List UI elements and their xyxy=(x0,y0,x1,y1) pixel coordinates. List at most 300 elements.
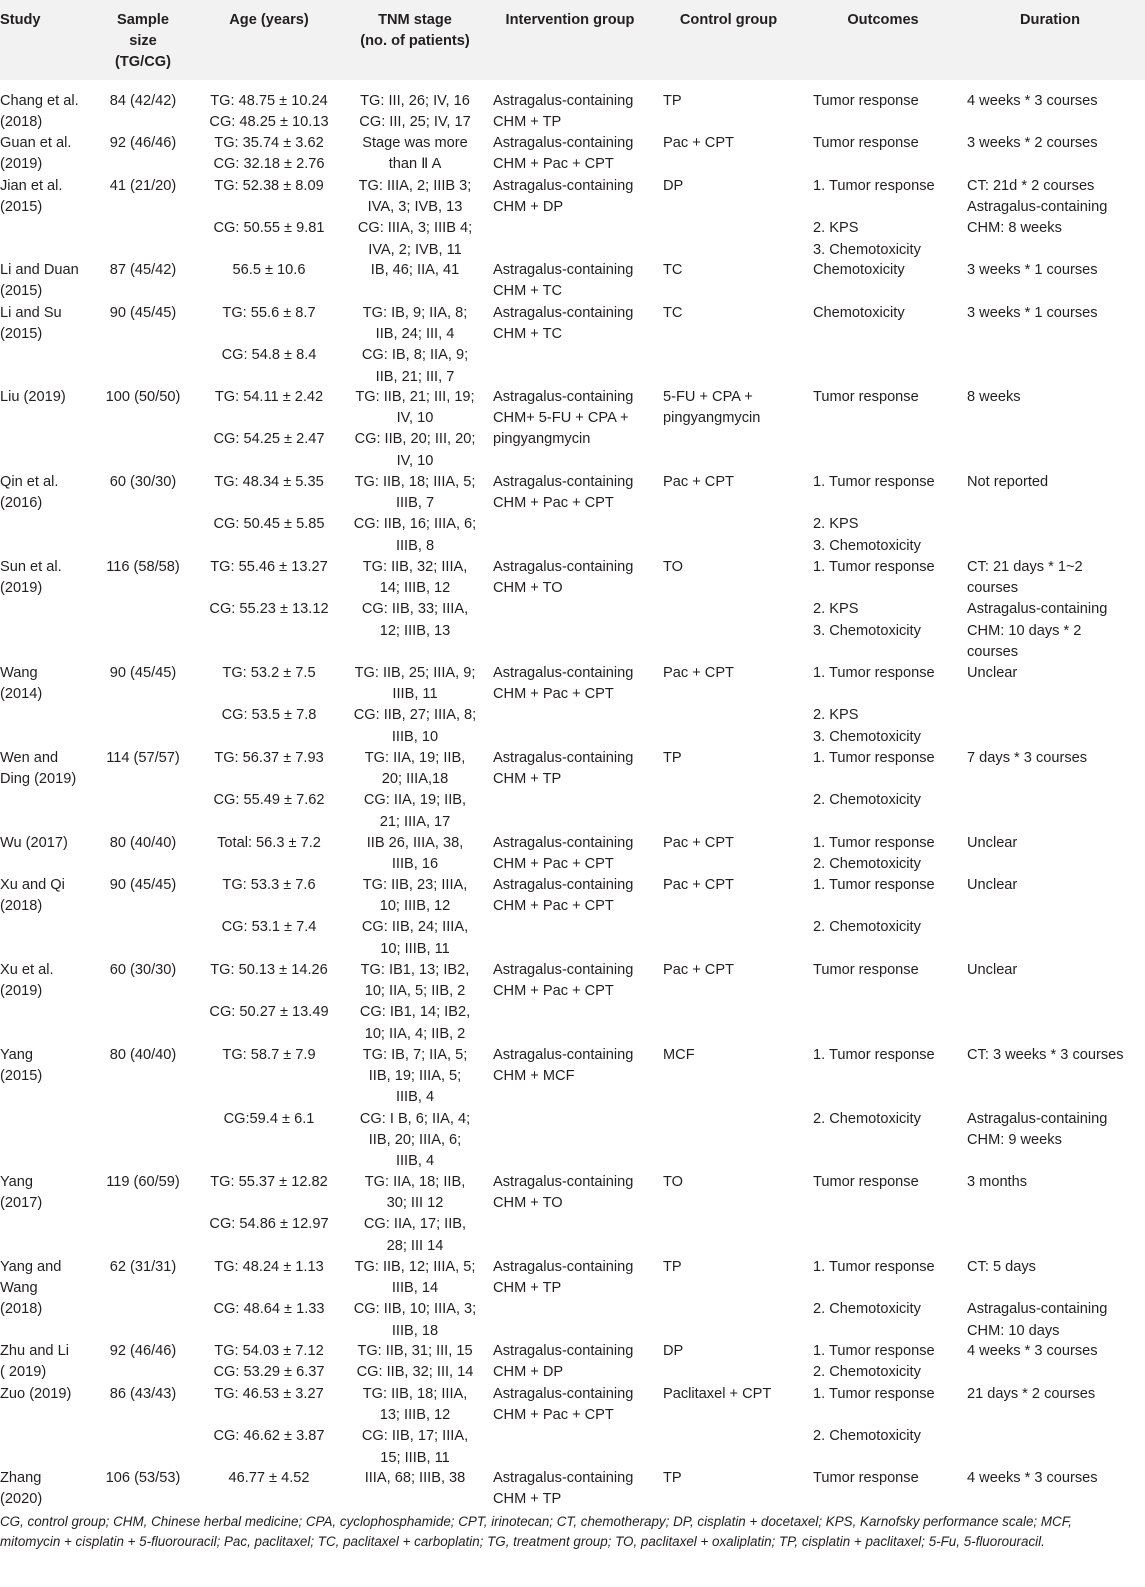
outcomes-cell-line: 1. Tumor response xyxy=(813,1386,935,1402)
age-tg-cell xyxy=(206,1257,332,1278)
outcomes-cell xyxy=(813,1384,935,1448)
intervention-cell-line: Astragalus-containing xyxy=(493,389,634,405)
control-cell xyxy=(663,875,734,896)
age-tg-cell-line: Total: 56.3 ± 7.2 xyxy=(217,835,321,851)
age-cg-cell xyxy=(206,1002,332,1023)
study-cell xyxy=(0,557,62,599)
outcomes-cell-line: 2. Chemotoxicity xyxy=(813,1428,921,1445)
tnm-tg-cell-line: TG: IB1, 13; IB2, xyxy=(360,962,470,978)
duration-cell-line: CHM: 10 days xyxy=(967,1322,1060,1339)
age-cg-cell-line: CG: 32.18 ± 2.76 xyxy=(213,156,325,173)
outcomes-cell-line: 1. Tumor response xyxy=(813,559,935,575)
tnm-cg-cell-line: IIIB, 8 xyxy=(395,537,435,554)
age-cg-cell xyxy=(206,1299,332,1320)
control-cell-line: Paclitaxel + CPT xyxy=(663,1386,772,1402)
outcomes-cell-line xyxy=(813,684,935,705)
tnm-tg-cell xyxy=(343,557,487,599)
control-cell-line: Pac + CPT xyxy=(663,962,734,978)
outcomes-cell xyxy=(813,833,935,875)
tnm-cg-cell-line: CG: IIB, 24; IIIA, xyxy=(361,919,469,936)
age-tg-cell-line: TG: 54.03 ± 7.12 xyxy=(214,1343,324,1359)
age-tg-cell-line: TG: 58.7 ± 7.9 xyxy=(222,1047,316,1063)
tnm-cg-cell-line: IIB, 21; III, 7 xyxy=(375,368,455,385)
outcomes-cell-line: 3. Chemotoxicity xyxy=(813,537,921,554)
intervention-cell-line: Astragalus-containing xyxy=(493,262,634,278)
duration-cell xyxy=(967,960,1017,981)
tnm-tg-cell xyxy=(343,748,487,790)
tnm-tg-cell xyxy=(343,1257,487,1299)
intervention-cell xyxy=(493,1384,633,1426)
control-cell xyxy=(663,472,734,493)
sample-size-cell xyxy=(93,1341,193,1362)
study-cell xyxy=(0,1172,42,1214)
sample-size-cell xyxy=(93,748,193,769)
control-cell-line: TO xyxy=(663,559,684,575)
duration-cell-line: Unclear xyxy=(967,962,1018,978)
age-cg-cell-line: CG: 53.5 ± 7.8 xyxy=(221,707,317,724)
outcomes-cell-line xyxy=(813,578,935,599)
outcomes-cell-line xyxy=(813,1278,935,1299)
outcomes-cell xyxy=(813,557,935,642)
duration-cell-line: courses xyxy=(967,643,1019,660)
intervention-cell-line: CHM + Pac + CPT xyxy=(493,686,614,703)
age-cg-cell-line: CG: 53.29 ± 6.37 xyxy=(213,1364,325,1381)
sample-size-cell-line: 114 (57/57) xyxy=(106,750,180,766)
outcomes-cell-line: 1. Tumor response xyxy=(813,877,935,893)
control-cell-line: TO xyxy=(663,1174,684,1190)
tnm-cg-cell-line: 12; IIIB, 13 xyxy=(379,622,451,639)
duration-cell-line: 21 days * 2 courses xyxy=(967,1386,1096,1402)
tnm-tg-cell xyxy=(343,1384,487,1426)
duration-cell xyxy=(967,1257,1107,1342)
study-cell-line: Guan et al. xyxy=(0,135,72,151)
tnm-tg-cell-line: 10; IIA, 5; IIB, 2 xyxy=(364,983,466,1000)
study-cell-line: (2015) xyxy=(0,283,43,300)
study-cell-line: Yang and xyxy=(0,1259,62,1275)
study-cell xyxy=(0,260,79,302)
tnm-tg-cell xyxy=(343,1468,487,1489)
duration-cell-line: CT: 3 weeks * 3 courses xyxy=(967,1047,1124,1063)
header-control: Control group xyxy=(679,12,778,28)
tnm-cg-cell-line: CG: IIB, 20; III, 20; xyxy=(354,431,476,448)
control-cell xyxy=(663,663,734,684)
intervention-cell xyxy=(493,833,633,875)
tnm-cg-cell-line: IIIB, 4 xyxy=(395,1152,435,1169)
duration-cell xyxy=(967,1384,1095,1405)
study-cell-line: Yang xyxy=(0,1174,33,1190)
tnm-cg-cell xyxy=(343,429,487,471)
intervention-cell-line: Astragalus-containing xyxy=(493,962,634,978)
outcomes-cell xyxy=(813,303,905,324)
age-cg-cell-line: CG: 50.45 ± 5.85 xyxy=(213,516,325,533)
outcomes-cell xyxy=(813,1341,935,1383)
intervention-cell-line: CHM + Pac + CPT xyxy=(493,156,614,173)
outcomes-cell-line: 1. Tumor response xyxy=(813,665,935,681)
tnm-tg-cell xyxy=(343,1341,487,1362)
age-tg-cell-line: TG: 46.53 ± 3.27 xyxy=(214,1386,324,1402)
sample-size-cell-line: 62 (31/31) xyxy=(109,1259,177,1275)
outcomes-cell xyxy=(813,875,935,939)
tnm-cg-cell-line: IVA, 2; IVB, 11 xyxy=(368,241,462,258)
control-cell-line: Pac + CPT xyxy=(663,135,734,151)
outcomes-cell-line xyxy=(813,1405,935,1426)
age-cg-cell xyxy=(206,1426,332,1447)
intervention-cell-line: pingyangmycin xyxy=(493,431,591,448)
control-cell xyxy=(663,1172,683,1193)
duration-cell-line: Unclear xyxy=(967,665,1018,681)
intervention-cell xyxy=(493,960,633,1002)
age-cg-cell xyxy=(206,345,332,366)
tnm-cg-cell-line: CG: IIB, 17; IIIA, xyxy=(361,1428,469,1445)
outcomes-cell xyxy=(813,472,935,557)
tnm-tg-cell-line: IIB, 19; IIIA, 5; xyxy=(368,1068,462,1085)
age-tg-cell xyxy=(206,663,332,684)
header-tnm-stage: TNM stage (no. of patients) xyxy=(360,12,470,49)
outcomes-cell xyxy=(813,748,935,812)
age-tg-cell-line: TG: 54.11 ± 2.42 xyxy=(214,389,324,405)
tnm-tg-cell-line: 10; IIIB, 12 xyxy=(379,898,451,915)
tnm-tg-cell-line: TG: IIB, 31; III, 15 xyxy=(357,1343,473,1359)
tnm-cg-cell-line: CG: IIA, 19; IIB, xyxy=(363,792,467,809)
duration-cell xyxy=(967,1045,1124,1151)
age-tg-cell xyxy=(206,91,332,112)
intervention-cell xyxy=(493,91,633,133)
study-cell-line: Xu and Qi xyxy=(0,877,65,893)
sample-size-cell-line: 100 (50/50) xyxy=(105,389,181,405)
study-cell xyxy=(0,91,79,133)
control-cell xyxy=(663,387,760,429)
tnm-cg-cell-line: IIIB, 18 xyxy=(391,1322,439,1339)
outcomes-cell-line xyxy=(813,493,935,514)
age-cg-cell-line: CG: 55.49 ± 7.62 xyxy=(213,792,325,809)
study-cell xyxy=(0,1045,42,1087)
tnm-tg-cell-line: TG: IIA, 19; IIB, xyxy=(364,750,466,766)
sample-size-cell xyxy=(93,663,193,684)
header-duration: Duration xyxy=(1020,12,1080,28)
intervention-cell-line: Astragalus-containing xyxy=(493,93,634,109)
intervention-cell xyxy=(493,133,633,175)
control-cell-line: DP xyxy=(663,178,684,194)
tnm-cg-cell-line: CG: IIB, 10; IIIA, 3; xyxy=(353,1301,477,1318)
study-cell-line: (2020) xyxy=(0,1491,43,1508)
duration-cell xyxy=(967,1468,1098,1489)
duration-cell xyxy=(967,387,1021,408)
age-tg-cell-line: 46.77 ± 4.52 xyxy=(228,1470,310,1486)
intervention-cell xyxy=(493,663,633,705)
outcomes-cell-line: 2. Chemotoxicity xyxy=(813,856,921,873)
duration-cell-line: 4 weeks * 3 courses xyxy=(967,93,1098,109)
study-cell-line: Wang xyxy=(0,665,38,681)
age-cg-cell xyxy=(206,790,332,811)
intervention-cell xyxy=(493,1172,633,1214)
tnm-cg-cell-line: 10; IIA, 4; IIB, 2 xyxy=(364,1025,466,1042)
control-cell-line: TC xyxy=(663,305,683,321)
study-cell-line: (2017) xyxy=(0,1195,43,1212)
tnm-tg-cell-line: TG: IIA, 18; IIB, xyxy=(364,1174,466,1190)
intervention-cell-line: Astragalus-containing xyxy=(493,750,634,766)
age-cg-cell-line: CG: 55.23 ± 13.12 xyxy=(209,601,329,618)
sample-size-cell xyxy=(93,1172,193,1193)
tnm-tg-cell-line: TG: IIB, 32; IIIA, xyxy=(362,559,468,575)
control-cell xyxy=(663,557,683,578)
age-tg-cell-line: TG: 50.13 ± 14.26 xyxy=(210,962,328,978)
tnm-tg-cell xyxy=(343,472,487,514)
outcomes-cell-line: Tumor response xyxy=(813,93,919,109)
tnm-tg-cell-line: TG: IIB, 18; IIIA, xyxy=(362,1386,468,1402)
tnm-cg-cell-line: CG: IB, 8; IIA, 9; xyxy=(361,347,469,364)
tnm-cg-cell xyxy=(343,1362,487,1383)
tnm-tg-cell-line: TG: IIB, 25; IIIA, 9; xyxy=(354,665,476,681)
intervention-cell-line: CHM + Pac + CPT xyxy=(493,495,614,512)
sample-size-cell-line: 80 (40/40) xyxy=(109,835,177,851)
tnm-cg-cell-line: CG: IIB, 32; III, 14 xyxy=(356,1364,474,1381)
study-cell xyxy=(0,960,54,1002)
intervention-cell-line: CHM + Pac + CPT xyxy=(493,898,614,915)
age-tg-cell xyxy=(206,748,332,769)
tnm-tg-cell xyxy=(343,833,487,875)
study-cell-line: (2016) xyxy=(0,495,43,512)
outcomes-cell-line: 2. KPS xyxy=(813,220,859,237)
tnm-tg-cell-line: TG: IIB, 12; IIIA, 5; xyxy=(354,1259,476,1275)
age-cg-cell-line: CG: 54.86 ± 12.97 xyxy=(209,1216,329,1233)
control-cell xyxy=(663,91,682,112)
study-cell-line: Xu et al. xyxy=(0,962,54,978)
age-cg-cell xyxy=(206,705,332,726)
study-cell-line: (2015) xyxy=(0,326,43,343)
age-cg-cell xyxy=(206,599,332,620)
duration-cell-line: 4 weeks * 3 courses xyxy=(967,1470,1098,1486)
tnm-cg-cell xyxy=(343,599,487,641)
age-tg-cell xyxy=(206,875,332,896)
duration-cell xyxy=(967,1172,1027,1193)
duration-cell xyxy=(967,1341,1098,1362)
sample-size-cell-line: 90 (45/45) xyxy=(109,877,177,893)
outcomes-cell-line: 1. Tumor response xyxy=(813,1343,935,1359)
intervention-cell xyxy=(493,557,633,599)
duration-cell-line: courses xyxy=(967,580,1019,597)
intervention-cell-line: CHM + TP xyxy=(493,114,562,131)
study-cell xyxy=(0,663,42,705)
outcomes-cell xyxy=(813,260,905,281)
tnm-cg-cell-line: CG: IIIA, 3; IIIB 4; xyxy=(357,220,473,237)
tnm-cg-cell xyxy=(343,917,487,959)
tnm-cg-cell-line: CG: IIB, 27; IIIA, 8; xyxy=(353,707,477,724)
control-cell xyxy=(663,1257,682,1278)
duration-cell-line: Not reported xyxy=(967,474,1049,490)
intervention-cell-line: Astragalus-containing xyxy=(493,877,634,893)
sample-size-cell-line: 116 (58/58) xyxy=(106,559,180,575)
sample-size-cell xyxy=(93,1045,193,1066)
age-tg-cell-line: TG: 48.24 ± 1.13 xyxy=(214,1259,324,1275)
duration-cell-line: CT: 21d * 2 courses xyxy=(967,178,1095,194)
outcomes-cell-line xyxy=(813,769,935,790)
outcomes-cell-line: Tumor response xyxy=(813,962,919,978)
tnm-tg-cell xyxy=(343,133,487,175)
study-cell xyxy=(0,748,76,790)
intervention-cell-line: Astragalus-containing xyxy=(493,1174,634,1190)
control-cell xyxy=(663,1045,695,1066)
outcomes-cell-line: Chemotoxicity xyxy=(813,305,905,321)
intervention-cell-line: Astragalus-containing xyxy=(493,305,634,321)
tnm-cg-cell-line: CG: III, 25; IV, 17 xyxy=(359,114,471,131)
outcomes-cell-line xyxy=(813,197,935,218)
duration-cell-line: Astragalus-containing xyxy=(967,1110,1108,1127)
duration-cell-line: Unclear xyxy=(967,835,1018,851)
intervention-cell-line: Astragalus-containing xyxy=(493,559,634,575)
intervention-cell-line: CHM + MCF xyxy=(493,1068,575,1085)
intervention-cell-line: CHM + TO xyxy=(493,580,563,597)
intervention-cell-line: CHM + Pac + CPT xyxy=(493,983,614,1000)
duration-cell xyxy=(967,833,1017,854)
age-tg-cell xyxy=(206,133,332,154)
duration-cell-line: 4 weeks * 3 courses xyxy=(967,1343,1098,1359)
outcomes-cell-line: 3. Chemotoxicity xyxy=(813,241,921,258)
age-tg-cell-line: TG: 35.74 ± 3.62 xyxy=(214,135,324,151)
study-cell-line: Chang et al. xyxy=(0,93,79,109)
tnm-tg-cell-line: Stage was more xyxy=(362,135,468,151)
intervention-cell-line: CHM + TP xyxy=(493,1280,562,1297)
duration-cell xyxy=(967,176,1107,240)
tnm-cg-cell-line: 28; III 14 xyxy=(386,1237,444,1254)
study-cell-line: (2015) xyxy=(0,1068,43,1085)
tnm-tg-cell xyxy=(343,303,487,345)
duration-cell-line xyxy=(967,1066,1124,1087)
study-cell-line: Zhu and Li xyxy=(0,1343,69,1359)
duration-cell-line: 3 weeks * 1 courses xyxy=(967,262,1098,278)
outcomes-cell-line: 1. Tumor response xyxy=(813,1047,935,1063)
sample-size-cell-line: 80 (40/40) xyxy=(109,1047,177,1063)
study-cell xyxy=(0,387,66,408)
age-cg-cell-line: CG:59.4 ± 6.1 xyxy=(223,1110,315,1127)
control-cell xyxy=(663,748,682,769)
age-tg-cell-line: TG: 53.3 ± 7.6 xyxy=(222,877,316,893)
sample-size-cell xyxy=(93,875,193,896)
tnm-tg-cell xyxy=(343,91,487,112)
study-cell xyxy=(0,1384,71,1405)
control-cell-line: TP xyxy=(663,1259,682,1275)
age-tg-cell xyxy=(206,1341,332,1362)
control-cell-line: 5-FU + CPA + xyxy=(663,389,753,405)
age-cg-cell-line: CG: 48.25 ± 10.13 xyxy=(209,114,329,131)
sample-size-cell-line: 60 (30/30) xyxy=(109,962,177,978)
study-cell-line: Jian et al. xyxy=(0,178,63,194)
tnm-cg-cell-line: 21; IIIA, 17 xyxy=(379,813,451,830)
outcomes-cell xyxy=(813,1257,935,1321)
age-cg-cell xyxy=(206,1214,332,1235)
header-outcomes: Outcomes xyxy=(847,12,919,28)
intervention-cell-line: Astragalus-containing xyxy=(493,474,634,490)
intervention-cell-line: Astragalus-containing xyxy=(493,135,634,151)
tnm-cg-cell-line: CG: IB1, 14; IB2, xyxy=(359,1004,471,1021)
intervention-cell-line: Astragalus-containing xyxy=(493,178,634,194)
study-cell-line: Wang xyxy=(0,1280,38,1297)
tnm-tg-cell-line: IIIA, 68; IIIB, 38 xyxy=(364,1470,466,1486)
tnm-cg-cell-line: CG: I B, 6; IIA, 4; xyxy=(359,1110,471,1127)
intervention-cell-line: Astragalus-containing xyxy=(493,1470,634,1486)
outcomes-cell-line: 2. Chemotoxicity xyxy=(813,1364,921,1381)
age-tg-cell-line: TG: 52.38 ± 8.09 xyxy=(214,178,324,194)
control-cell xyxy=(663,133,734,154)
tnm-tg-cell-line: 20; IIIA,18 xyxy=(381,771,449,788)
outcomes-cell-line: 1. Tumor response xyxy=(813,750,935,766)
study-cell-line: Wu (2017) xyxy=(0,835,68,851)
outcomes-cell-line: 2. KPS xyxy=(813,516,859,533)
control-cell-line: Pac + CPT xyxy=(663,665,734,681)
sample-size-cell-line: 119 (60/59) xyxy=(106,1174,180,1190)
intervention-cell xyxy=(493,1257,633,1299)
intervention-cell xyxy=(493,1468,633,1510)
study-cell-line: Sun et al. xyxy=(0,559,62,575)
tnm-cg-cell-line: 10; IIIB, 11 xyxy=(380,940,450,957)
tnm-cg-cell xyxy=(343,1426,487,1468)
study-cell-line: Li and Duan xyxy=(0,262,79,278)
outcomes-cell-line: 2. KPS xyxy=(813,707,859,724)
tnm-tg-cell xyxy=(343,1045,487,1109)
tnm-cg-cell-line: IV, 10 xyxy=(396,452,434,469)
tnm-cg-cell-line: CG: IIB, 16; IIIA, 6; xyxy=(353,516,477,533)
intervention-cell-line: Astragalus-containing xyxy=(493,1259,634,1275)
age-cg-cell-line: CG: 54.8 ± 8.4 xyxy=(221,347,317,364)
duration-cell-line: 8 weeks xyxy=(967,389,1021,405)
control-cell-line: MCF xyxy=(663,1047,695,1063)
control-cell xyxy=(663,1341,683,1362)
tnm-cg-cell xyxy=(343,218,487,260)
tnm-tg-cell-line: TG: IIB, 21; III, 19; xyxy=(355,389,475,405)
tnm-tg-cell-line: TG: IB, 7; IIA, 5; xyxy=(362,1047,468,1063)
tnm-cg-cell xyxy=(343,1299,487,1341)
outcomes-cell-line: 1. Tumor response xyxy=(813,474,935,490)
sample-size-cell xyxy=(93,1257,193,1278)
sample-size-cell xyxy=(93,1384,193,1405)
study-cell-line: (2014) xyxy=(0,686,43,703)
outcomes-cell-line: 2. Chemotoxicity xyxy=(813,1301,921,1318)
intervention-cell-line: Astragalus-containing xyxy=(493,835,634,851)
intervention-cell xyxy=(493,176,633,218)
sample-size-cell-line: 60 (30/30) xyxy=(109,474,177,490)
intervention-cell xyxy=(493,748,633,790)
sample-size-cell xyxy=(93,176,193,197)
tnm-tg-cell-line: IIB 26, IIIA, 38, xyxy=(366,835,464,851)
duration-cell xyxy=(967,303,1098,324)
control-cell-line: TP xyxy=(663,93,682,109)
outcomes-cell xyxy=(813,1468,919,1489)
age-tg-cell-line: TG: 55.46 ± 13.27 xyxy=(210,559,328,575)
tnm-cg-cell xyxy=(343,1109,487,1173)
age-tg-cell xyxy=(206,260,332,281)
outcomes-cell-line: 2. Chemotoxicity xyxy=(813,792,921,809)
intervention-cell xyxy=(493,260,633,302)
tnm-cg-cell-line: IIIB, 10 xyxy=(391,728,439,745)
sample-size-cell-line: 92 (46/46) xyxy=(109,135,177,151)
intervention-cell xyxy=(493,303,633,345)
sample-size-cell-line: 90 (45/45) xyxy=(109,305,177,321)
duration-cell xyxy=(967,748,1087,769)
duration-cell xyxy=(967,133,1098,154)
tnm-cg-cell-line: 15; IIIB, 11 xyxy=(380,1449,450,1466)
age-cg-cell xyxy=(206,429,332,450)
tnm-tg-cell-line: IIIB, 14 xyxy=(391,1280,439,1297)
age-tg-cell xyxy=(206,387,332,408)
control-cell xyxy=(663,833,734,854)
outcomes-cell-line: 3. Chemotoxicity xyxy=(813,622,921,639)
sample-size-cell-line: 87 (45/42) xyxy=(109,262,177,278)
outcomes-cell-line: Tumor response xyxy=(813,1470,919,1486)
control-cell xyxy=(663,960,734,981)
outcomes-cell-line xyxy=(813,1087,935,1108)
intervention-cell-line: Astragalus-containing xyxy=(493,1386,634,1402)
duration-cell-line: 3 months xyxy=(967,1174,1028,1190)
sample-size-cell xyxy=(93,387,193,408)
